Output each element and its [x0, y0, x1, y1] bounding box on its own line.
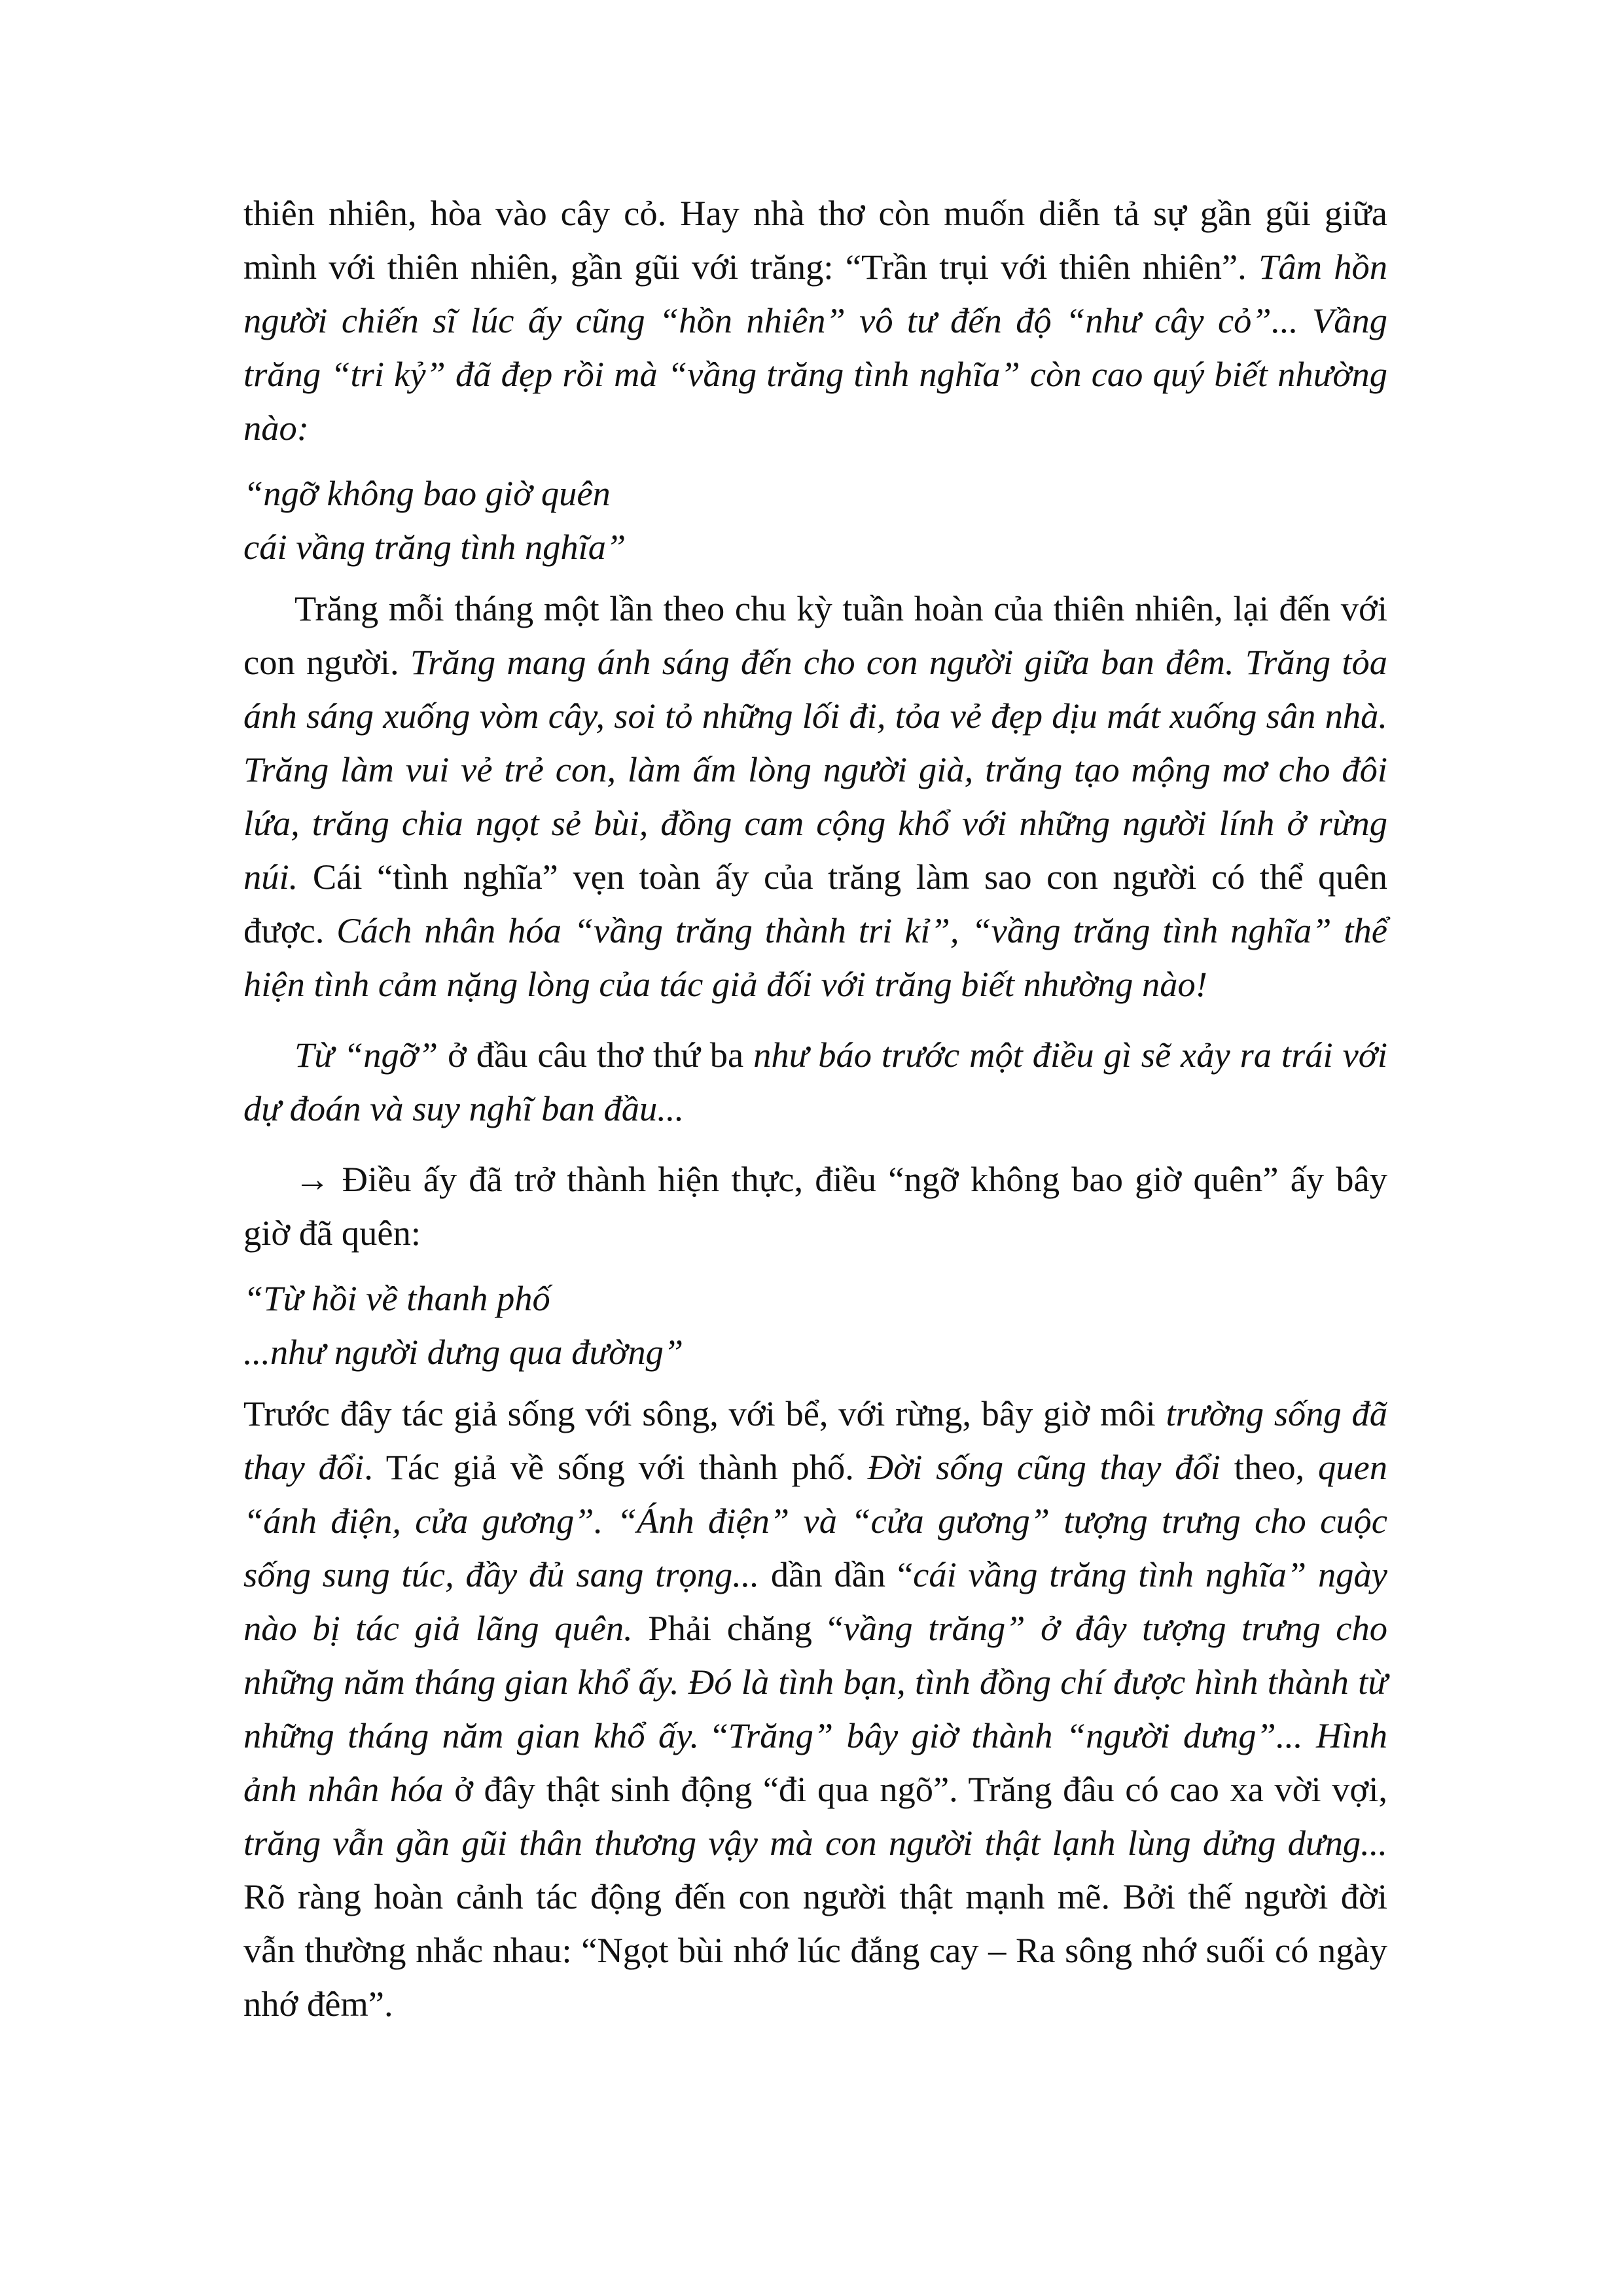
paragraph-5-part-7: dần dần “	[759, 1554, 914, 1594]
paragraph-5-italic-1: trường sống đã thay đổi	[243, 1393, 1387, 1487]
paragraph-5-part-11: “	[699, 1715, 728, 1755]
paragraph-5	[243, 1387, 1387, 2031]
paragraph-3-part-2: ở đầu câu thơ thứ ba	[438, 1035, 754, 1075]
paragraph-1-part-1: thiên nhiên, hòa vào cây cỏ. Hay nhà thơ còn muốn diễn tả sự gần gũi giữa mình với thiên nhiên, gần gũi với trăng: “Trần trụi với thiên nhiên”.	[243, 193, 1387, 287]
paragraph-2-part-1: Trăng mỗi tháng một lần theo chu kỳ tuần hoàn của thiên nhiên, lại đến với con người.	[243, 588, 1387, 682]
verse-2-line-1: “Từ hồi về thanh phố	[243, 1278, 550, 1318]
paragraph-4-text: Điều ấy đã trở thành hiện thực, điều “ngỡ không bao giờ quên” ấy bây giờ đã quên:	[243, 1159, 1387, 1253]
paragraph-5-italic-5: vầng trăng” ở đây tượng trưng cho những năm tháng gian khổ ấy. Đó là tình bạn, tình đồng chí được hình thành từ những tháng năm gian khổ ấy.	[243, 1608, 1387, 1755]
verse-2-line-2: ...như người dưng qua đường”	[243, 1332, 684, 1372]
paragraph-5-part-9: Phải chăng “	[632, 1608, 844, 1648]
paragraph-5-part-13: ở đây thật sinh động “đi qua ngõ”. Trăng đâu có cao xa vời vợi,	[443, 1769, 1387, 1809]
verse-1-line-1: “ngỡ không bao giờ quên	[243, 473, 611, 513]
paragraph-1-italic: Tâm hồn người chiến sĩ lúc ấy cũng “hồn nhiên” vô tư đến độ “như cây cỏ”... Vầng trăng “tri kỷ” đã đẹp rồi mà “vầng trăng tình nghĩa” còn cao quý biết nhường nào:	[243, 247, 1388, 448]
paragraph-5-italic-2: Đời sống cũng thay đổi	[867, 1447, 1221, 1487]
paragraph-4	[243, 1153, 1387, 1260]
paragraph-3	[243, 1028, 1387, 1136]
paragraph-5-part-1: Trước đây tác giả sống với sông, với bể, với rừng, bây giờ môi	[243, 1393, 1166, 1433]
body-text	[243, 187, 1387, 2031]
verse-quote-2	[243, 1272, 1387, 1379]
paragraph-5-italic-4: cái vầng trăng tình nghĩa” ngày nào bị tác giả lãng quên.	[243, 1554, 1387, 1648]
paragraph-2-italic-1: Trăng mang ánh sáng đến cho con người giữa ban đêm. Trăng tỏa ánh sáng xuống vòm cây, soi tỏ những lối đi, tỏa vẻ đẹp dịu mát xuống sân nhà. Trăng làm vui vẻ trẻ con, làm ấm lòng người già, trăng tạo mộng mơ cho đôi lứa, trăng chia ngọt sẻ bùi, đồng cam cộng khổ với những người lính ở rừng núi.	[243, 642, 1387, 897]
paragraph-2	[243, 582, 1387, 1011]
paragraph-5-part-15: Rõ ràng hoàn cảnh tác động đến con người thật mạnh mẽ. Bởi thế người đời vẫn thường nhắc nhau: “Ngọt bùi nhớ lúc đắng cay – Ra sông nhớ suối có ngày nhớ đêm”.	[243, 1876, 1387, 2024]
right-arrow-icon: →	[294, 1159, 330, 1199]
paragraph-5-italic-3: quen “ánh điện, cửa gương”. “Ánh điện” và “cửa gương” tượng trưng cho cuộc sống sung túc, đầy đủ sang trọng...	[243, 1447, 1387, 1594]
paragraph-2-italic-2: Cách nhân hóa “vầng trăng thành tri kỉ”, “vầng trăng tình nghĩa” thể hiện tình cảm nặng lòng của tác giả đối với trăng biết nhường nào!	[243, 910, 1387, 1004]
paragraph-2-part-3: Cái “tình nghĩa” vẹn toàn ấy của trăng làm sao con người có thể quên được.	[243, 857, 1387, 950]
paragraph-1	[243, 187, 1387, 455]
verse-1-line-2: cái vầng trăng tình nghĩa”	[243, 527, 626, 567]
paragraph-5-italic-7: trăng vẫn gần gũi thân thương vậy mà con người thật lạnh lùng dửng dưng...	[243, 1823, 1387, 1863]
paragraph-3-italic-2: như báo trước một điều gì sẽ xảy ra trái với dự đoán và suy nghĩ ban đầu...	[243, 1035, 1387, 1128]
paragraph-5-part-3: . Tác giả về sống với thành phố.	[364, 1447, 868, 1487]
paragraph-3-italic-1: Từ “ngỡ”	[294, 1035, 438, 1075]
paragraph-5-italic-6: Trăng” bây giờ thành “người dưng”... Hình ảnh nhân hóa	[243, 1715, 1387, 1809]
paragraph-5-part-5: theo,	[1220, 1447, 1319, 1487]
verse-quote-1	[243, 467, 1387, 574]
